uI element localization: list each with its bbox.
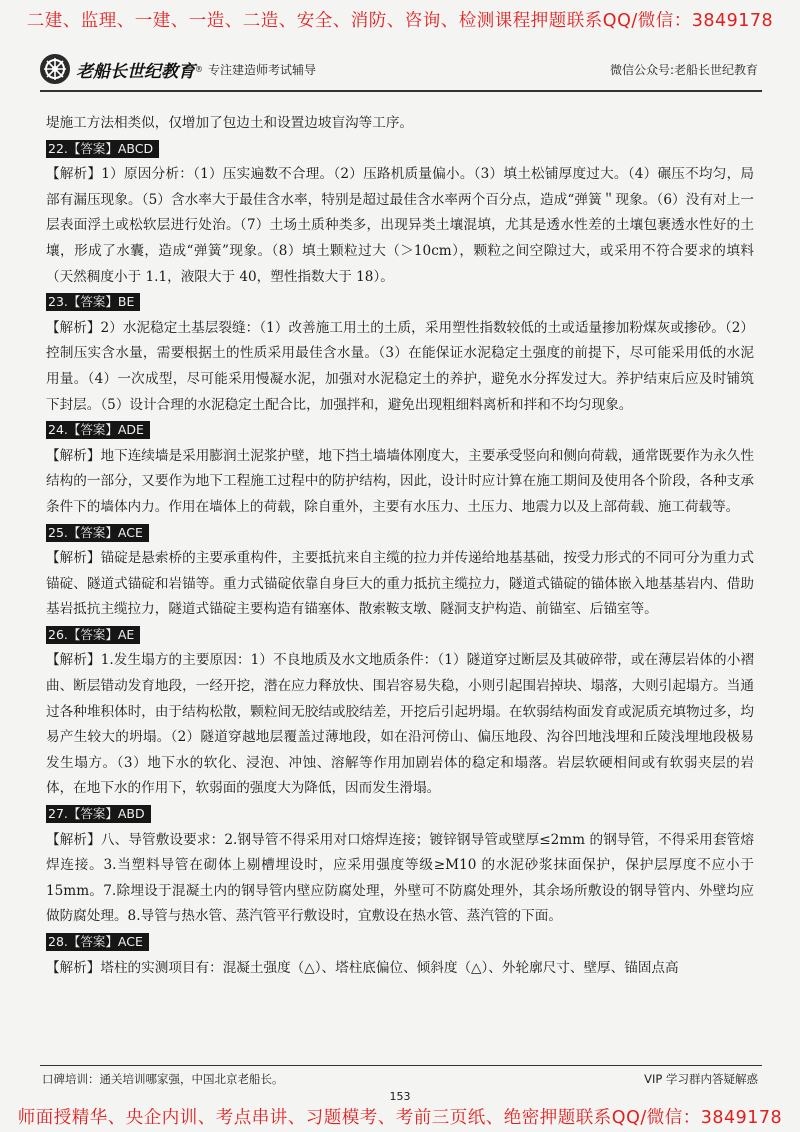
footer-tagline: 口碑培训：通关培训哪家强，中国北京老船长。 — [42, 1072, 284, 1086]
footer-divider — [40, 1065, 762, 1066]
answer-label-23: 23.【答案】BE — [46, 293, 140, 311]
brand-name: 老船长世纪教育 — [76, 61, 195, 82]
answer-label-22: 22.【答案】ABCD — [46, 140, 159, 158]
header-divider — [40, 90, 762, 92]
answer-label-26: 26.【答案】AE — [46, 626, 140, 644]
ship-wheel-icon — [40, 54, 70, 84]
footer-vip-note: VIP 学习群内答疑解惑 — [644, 1072, 758, 1086]
document-body — [46, 111, 754, 981]
analysis-28: 【解析】塔柱的实测项目有：混凝土强度（△）、塔柱底偏位、倾斜度（△）、外轮廓尺寸、壁厚、锚固点高 — [46, 959, 679, 976]
promo-banner-top: 二建、监理、一建、一造、二造、安全、消防、咨询、检测课程押题联系QQ/微信：3849178 — [26, 11, 774, 31]
analysis-27: 【解析】八、导管敷设要求：2.钢导管不得采用对口熔焊连接；镀锌钢导管或壁厚≤2mm 的钢导管，不得采用套管熔焊连接。3.当塑料导管在砌体上剔槽埋设时，应采用强度等级≥M10 的水泥砂浆抹面保护，保护层厚度不应小于 15mm。7.除埋设于混凝土内的钢导管内壁应防腐处理，外壁可不防腐处理外，其余场所敷设的钢导管内、外壁均应做防腐处理。8.导管与热水管、蒸汽管平行敷设时，宜敷设在热水管、蒸汽管的下面。 — [46, 831, 754, 925]
promo-banner-bottom: 师面授精华、央企内训、考点串讲、习题模考、考前三页纸、绝密押题联系QQ/微信：3849178 — [17, 1108, 783, 1128]
answer-label-28: 28.【答案】ACE — [46, 933, 149, 951]
answer-label-27: 27.【答案】ABD — [46, 805, 151, 823]
answer-label-24: 24.【答案】ADE — [46, 421, 150, 439]
intro-text: 堤施工方法相类似，仅增加了包边土和设置边坡盲沟等工序。 — [46, 115, 414, 131]
page-number: 153 — [389, 1090, 411, 1103]
answer-label-25: 25.【答案】ACE — [46, 524, 149, 542]
analysis-23: 【解析】2）水泥稳定土基层裂缝：（1）改善施工用土的土质，采用塑性指数较低的土或适量掺加粉煤灰或掺砂。（2）控制压实含水量，需要根据土的性质采用最佳含水量。（3）在能保证水泥稳定土强度的前提下，尽可能采用低的水泥用量。（4）一次成型，尽可能采用慢凝水泥，加强对水泥稳定土的养护，避免水分挥发过大。养护结束后应及时铺筑下封层。（5）设计合理的水泥稳定土配合比，加强拌和，避免出现粗细料离析和拌和不均匀现象。 — [46, 319, 754, 413]
analysis-26: 【解析】1.发生塌方的主要原因：1）不良地质及水文地质条件：（1）隧道穿过断层及其破碎带，或在薄层岩体的小褶曲、断层错动发育地段，一经开挖，潜在应力释放快、围岩容易失稳，小则引起围岩掉块、塌落，大则引起塌方。当通过各种堆积体时，由于结构松散，颗粒间无胶结或胶结差，开挖后引起坍塌。在软弱结构面发育或泥质充填物过多，均易产生较大的坍塌。（2）隧道穿越地层覆盖过薄地段，如在沿河傍山、偏压地段、沟谷凹地浅埋和丘陵浅埋地段极易发生塌方。（3）地下水的软化、浸泡、冲蚀、溶解等作用加剧岩体的稳定和塌落。岩层软硬相间或有软弱夹层的岩体，在地下水的作用下，软弱面的强度大为降低，因而发生滑塌。 — [46, 652, 754, 797]
registered-mark: ® — [195, 64, 203, 74]
analysis-25: 【解析】锚碇是悬索桥的主要承重构件，主要抵抗来自主缆的拉力并传递给地基基础，按受力形式的不同可分为重力式锚碇、隧道式锚碇和岩锚等。重力式锚碇依靠自身巨大的重力抵抗主缆拉力，隧道式锚碇的锚体嵌入地基基岩内、借助基岩抵抗主缆拉力，隧道式锚碇主要构造有锚塞体、散索鞍支墩、隧洞支护构造、前锚室、后锚室等。 — [46, 550, 754, 618]
analysis-24: 【解析】地下连续墙是采用膨润土泥浆护壁，地下挡土墙墙体刚度大，主要承受竖向和侧向荷载，通常既要作为永久性结构的一部分，又要作为地下工程施工过程中的防护结构，因此，设计时应计算在施工期间及使用各个阶段，各种支承条件下的墙体内力。作用在墙体上的荷载，除自重外，主要有水压力、土压力、地震力以及上部荷载、施工荷载等。 — [46, 447, 754, 515]
brand-logo — [40, 54, 203, 84]
header-wechat: 微信公众号:老船长世纪教育 — [609, 63, 758, 77]
page-header — [40, 54, 760, 90]
analysis-22: 【解析】1）原因分析：（1）压实遍数不合理。（2）压路机质量偏小。（3）填土松铺厚度过大。（4）碾压不均匀，局部有漏压现象。（5）含水率大于最佳含水率，特别是超过最佳含水率两个百分点，造成“弹簧＂现象。（6）没有对上一层表面浮土或松软层进行处治。（7）土场土质种类多，出现异类土壤混填，尤其是透水性差的土壤包裹透水性好的土壤，形成了水囊，造成“弹簧”现象。（8）填土颗粒过大（＞10cm），颗粒之间空隙过大，或采用不符合要求的填料（天然稠度小于 1.1，液限大于 40，塑性指数大于 18）。 — [46, 166, 754, 285]
header-slogan: 专注建造师考试辅导 — [208, 63, 317, 77]
